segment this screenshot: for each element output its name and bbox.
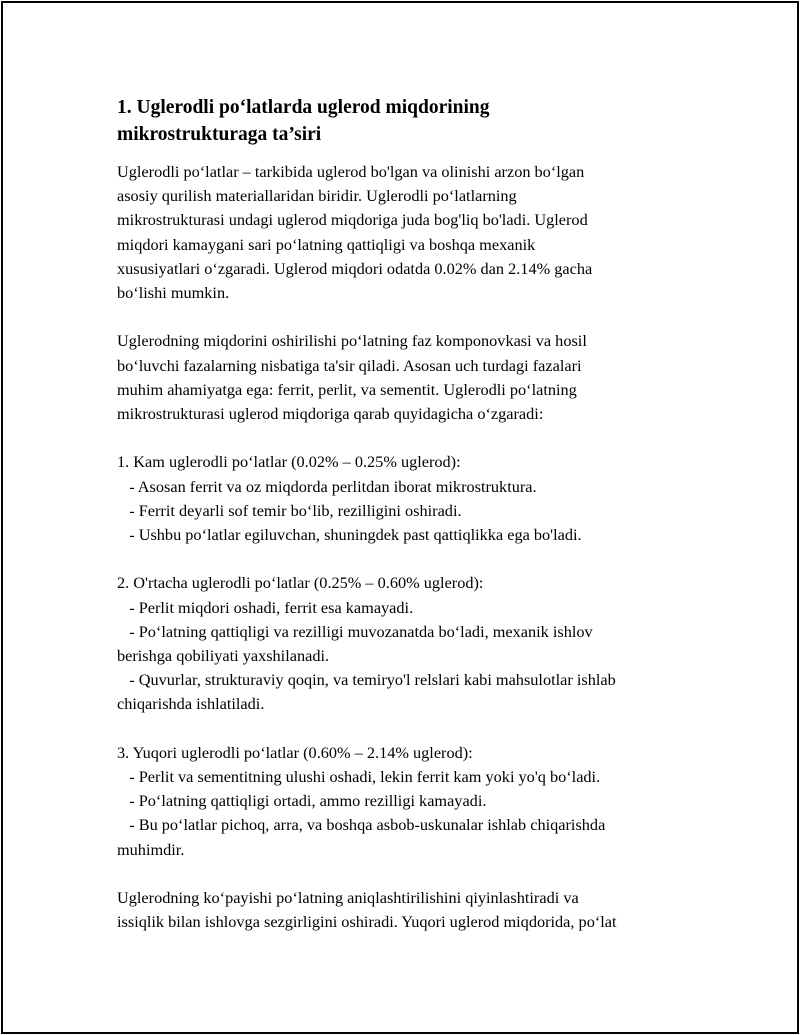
paragraph-line: - Po‘latning qattiqligi va rezilligi muvozanatda bo‘ladi, mexanik ishlov <box>117 621 593 641</box>
paragraph-line: chiqarishda ishlatiladi. <box>117 694 265 714</box>
paragraph-line: muhim ahamiyatga ega: ferrit, perlit, va sementit. Uglerodli po‘latning <box>117 379 577 399</box>
paragraph-line: - Perlit va sementitning ulushi oshadi, lekin ferrit kam yoki yo'q bo‘ladi. <box>117 767 601 787</box>
paragraph-line: muhimdir. <box>117 839 185 859</box>
paragraph-line: Uglerodli po‘latlar – tarkibida uglerod bo'lgan va olinishi arzon bo‘lgan <box>117 162 585 181</box>
paragraph-line: issiqlik bilan ishlovga sezgirligini oshiradi. Yuqori uglerod miqdorida, po‘lat <box>117 912 617 932</box>
paragraph-line: asosiy qurilish materiallaridan biridir. Uglerodli po‘latlarning <box>117 186 517 206</box>
section-heading <box>117 94 707 148</box>
paragraphs-container <box>117 160 707 934</box>
paragraph-line: Uglerodning ko‘payishi po‘latning aniqlashtirilishini qiyinlashtiradi va <box>117 888 579 908</box>
paragraph-line: 3. Yuqori uglerodli po‘latlar (0.60% – 2.14% uglerod): <box>117 742 473 762</box>
paragraph <box>117 160 707 305</box>
paragraph <box>117 741 707 862</box>
paragraph-line: - Bu po‘latlar pichoq, arra, va boshqa asbob-uskunalar ishlab chiqarishda <box>117 815 606 835</box>
document-body <box>117 94 707 959</box>
paragraph-line: 1. Kam uglerodli po‘latlar (0.02% – 0.25% uglerod): <box>117 452 461 472</box>
paragraph-line: - Ferrit deyarli sof temir bo‘lib, rezilligini oshiradi. <box>117 500 462 520</box>
paragraph-line: bo‘luvchi fazalarning nisbatiga ta'sir qiladi. Asosan uch turdagi fazalari <box>117 355 582 375</box>
paragraph-line: berishga qobiliyati yaxshilanadi. <box>117 646 330 666</box>
paragraph-line: - Po‘latning qattiqligi ortadi, ammo rezilligi kamayadi. <box>117 791 487 811</box>
paragraph-line: miqdori kamaygani sari po‘latning qattiqligi va boshqa mexanik <box>117 234 536 254</box>
paragraph-line: bo‘lishi mumkin. <box>117 283 230 303</box>
paragraph-line: 2. O'rtacha uglerodli po‘latlar (0.25% – 0.60% uglerod): <box>117 573 484 593</box>
paragraph-line: mikrostrukturasi uglerod miqdoriga qarab quyidagicha o‘zgaradi: <box>117 404 544 424</box>
paragraph <box>117 450 707 547</box>
paragraph-line: Uglerodning miqdorini oshirilishi po‘latning faz komponovkasi va hosil <box>117 331 587 351</box>
heading-line: mikrostrukturaga ta’siri <box>117 124 322 145</box>
paragraph <box>117 329 707 426</box>
paragraph-line: - Ushbu po‘latlar egiluvchan, shuningdek past qattiqlikka ega bo'ladi. <box>117 525 582 545</box>
heading-line: 1. Uglerodli po‘latlarda uglerod miqdorining <box>117 97 490 118</box>
paragraph-line: mikrostrukturasi undagi uglerod miqdoriga juda bog'liq bo'ladi. Uglerod <box>117 210 588 230</box>
paragraph <box>117 571 707 716</box>
paragraph-line: - Perlit miqdori oshadi, ferrit esa kamayadi. <box>117 597 414 617</box>
paragraph-line: xususiyatlari o‘zgaradi. Uglerod miqdori odatda 0.02% dan 2.14% gacha <box>117 258 593 278</box>
paragraph-line: - Asosan ferrit va oz miqdorda perlitdan iborat mikrostruktura. <box>117 476 537 496</box>
paragraph-line: - Quvurlar, strukturaviy qoqin, va temiryo'l relslari kabi mahsulotlar ishlab <box>117 670 616 690</box>
paragraph <box>117 886 707 934</box>
